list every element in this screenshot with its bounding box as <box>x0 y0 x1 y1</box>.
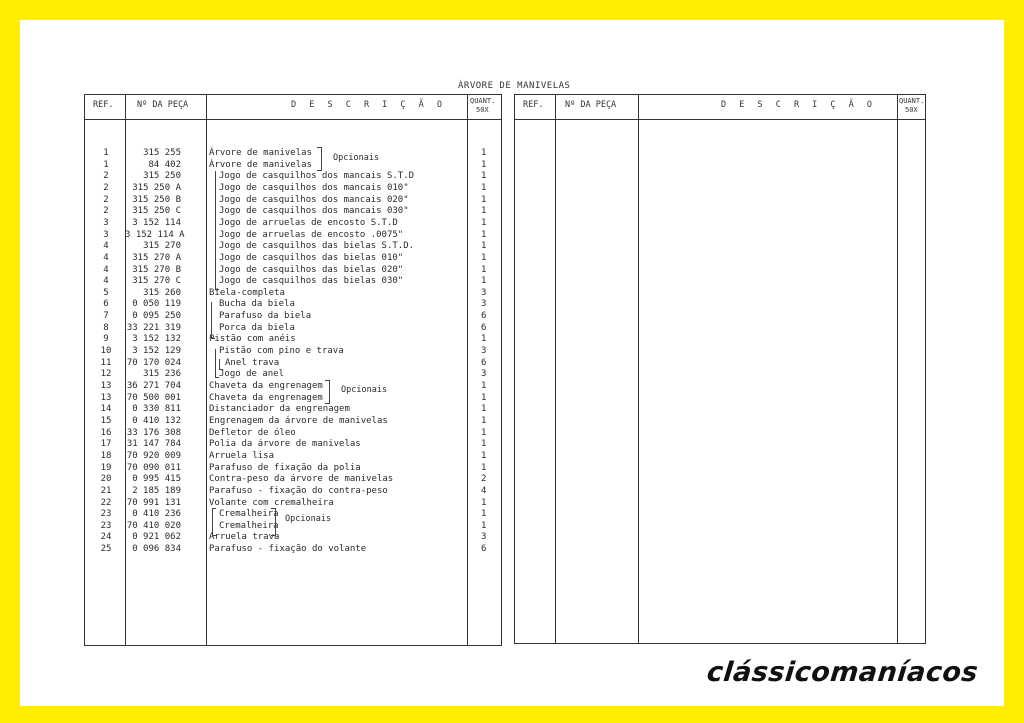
row-ref: 8 <box>103 322 109 333</box>
row-part-number: 70 500 001 <box>126 392 181 403</box>
row-quantity: 1 <box>481 241 487 252</box>
row-quantity: 1 <box>481 462 487 473</box>
table-row <box>85 473 503 485</box>
row-quantity: 1 <box>481 171 487 182</box>
row-quantity: 6 <box>481 322 487 333</box>
row-quantity: 3 <box>481 287 487 298</box>
bracket-optional-1 <box>317 147 322 171</box>
row-ref: 4 <box>103 264 109 275</box>
row-description: Arruela lisa <box>209 450 275 461</box>
table-row <box>85 217 503 229</box>
row-description: Cremalheira <box>219 509 279 520</box>
header-quantity-top: QUANT. <box>470 97 496 105</box>
row-ref: 18 <box>100 450 112 461</box>
row-quantity: 1 <box>481 509 487 520</box>
row-quantity: 3 <box>481 532 487 543</box>
row-description: Parafuso da biela <box>219 311 312 322</box>
row-description: Parafuso - fixação do contra-peso <box>209 485 388 496</box>
row-description: Contra-peso da árvore de manivelas <box>209 474 394 485</box>
row-description: Jogo de casquilhos dos mancais 030" <box>219 206 409 217</box>
row-description: Parafuso de fixação da polia <box>209 462 361 473</box>
row-part-number: 3 152 129 <box>132 346 181 357</box>
row-description: Chaveta da engrenagem <box>209 392 323 403</box>
row-quantity: 1 <box>481 334 487 345</box>
header-ref: REF. <box>523 100 544 110</box>
note-optional-1: Opcionais <box>333 153 380 163</box>
row-description: Engrenagem da árvore de manivelas <box>209 415 388 426</box>
row-ref: 3 <box>103 217 109 228</box>
row-part-number: 315 250 A <box>132 182 181 193</box>
row-quantity: 1 <box>481 194 487 205</box>
row-quantity: 1 <box>481 229 487 240</box>
row-part-number: 315 236 <box>143 369 181 380</box>
row-part-number: 0 050 119 <box>132 299 181 310</box>
table-row <box>85 240 503 252</box>
row-description: Jogo de arruelas de encosto .0075" <box>219 229 404 240</box>
row-quantity: 4 <box>481 485 487 496</box>
row-description: Pistão com pino e trava <box>219 346 344 357</box>
table-row <box>85 357 503 369</box>
row-description: Bucha da biela <box>219 299 295 310</box>
header-quantity-bottom: 50X <box>905 106 918 114</box>
row-description: Chaveta da engrenagem <box>209 381 323 391</box>
row-quantity: 1 <box>481 415 487 426</box>
row-description: Jogo de casquilhos dos mancais 020" <box>219 194 409 205</box>
row-ref: 4 <box>103 276 109 287</box>
row-description: Jogo de casquilhos das bielas 020" <box>219 264 404 275</box>
header-description: D E S C R I Ç Ã O <box>291 100 446 110</box>
row-ref: 7 <box>103 311 109 322</box>
row-part-number: 315 270 A <box>132 252 181 263</box>
row-part-number: 33 176 308 <box>126 427 181 438</box>
parts-table-right <box>514 94 926 644</box>
row-ref: 10 <box>100 346 112 357</box>
table-row <box>85 159 503 171</box>
row-ref: 5 <box>103 287 109 298</box>
row-part-number: 3 152 114 A <box>125 229 185 240</box>
row-ref: 24 <box>100 532 112 543</box>
table-row <box>85 392 503 404</box>
row-quantity: 3 <box>481 346 487 357</box>
row-quantity: 3 <box>481 369 487 380</box>
bracket-ring-gear-left <box>212 508 216 536</box>
header-quantity <box>899 97 924 115</box>
row-ref: 20 <box>100 474 112 485</box>
row-part-number: 70 090 011 <box>126 462 181 473</box>
row-part-number: 3 152 114 <box>132 217 181 228</box>
row-description: Jogo de casquilhos das bielas 010" <box>219 252 404 263</box>
row-description: Defletor de óleo <box>209 427 296 438</box>
table-row <box>85 345 503 357</box>
row-ref: 2 <box>103 171 109 182</box>
row-quantity: 6 <box>481 544 487 555</box>
table-row <box>85 415 503 427</box>
row-description: Árvore de manivelas <box>209 159 312 170</box>
bracket-optional-2 <box>325 380 330 404</box>
row-description: Jogo de arruelas de encosto S.T.D <box>219 217 398 228</box>
row-description: Biela-completa <box>209 287 285 298</box>
parts-table-left <box>84 94 502 646</box>
bracket-connecting-rod <box>211 302 215 339</box>
row-ref: 11 <box>100 357 112 368</box>
note-optional-3: Opcionais <box>285 514 332 524</box>
table-row <box>85 531 503 543</box>
table-row <box>85 485 503 497</box>
row-description: Polia da árvore de manivelas <box>209 439 361 450</box>
row-description: Anel trava <box>225 357 280 368</box>
row-quantity: 1 <box>481 520 487 531</box>
col-divider-part <box>638 95 639 643</box>
row-quantity: 1 <box>481 206 487 217</box>
row-quantity: 6 <box>481 311 487 322</box>
row-part-number: 0 096 834 <box>132 544 181 555</box>
table-row <box>85 368 503 380</box>
row-quantity: 1 <box>481 159 487 170</box>
row-part-number: 84 402 <box>148 159 181 170</box>
row-description: Parafuso - fixação do volante <box>209 544 367 555</box>
row-description: Porca da biela <box>219 322 295 333</box>
row-part-number: 70 410 020 <box>126 520 181 531</box>
row-ref: 17 <box>100 439 112 450</box>
row-description: Jogo de anel <box>219 369 285 380</box>
row-part-number: 3 152 132 <box>132 334 181 345</box>
row-part-number: 31 147 784 <box>126 439 181 450</box>
row-ref: 2 <box>103 194 109 205</box>
header-description: D E S C R I Ç Ã O <box>721 100 876 110</box>
table-row <box>85 275 503 287</box>
row-ref: 9 <box>103 334 109 345</box>
table-row <box>85 462 503 474</box>
row-part-number: 315 270 C <box>132 276 181 287</box>
row-ref: 19 <box>100 462 112 473</box>
document-title: ÁRVORE DE MANIVELAS <box>458 81 571 91</box>
row-part-number: 315 250 B <box>132 194 181 205</box>
table-row <box>85 287 503 299</box>
row-quantity: 1 <box>481 404 487 415</box>
row-part-number: 0 921 062 <box>132 532 181 543</box>
table-row <box>85 403 503 415</box>
row-part-number: 70 170 024 <box>126 357 181 368</box>
header-part-number: Nº DA PEÇA <box>137 100 189 110</box>
row-description: Jogo de casquilhos dos mancais 010" <box>219 182 409 193</box>
row-part-number: 33 221 319 <box>126 322 181 333</box>
header-part-number: Nº DA PEÇA <box>565 100 617 110</box>
col-divider-ref <box>555 95 556 643</box>
row-part-number: 2 185 189 <box>132 485 181 496</box>
row-ref: 15 <box>100 415 112 426</box>
row-quantity: 1 <box>481 392 487 403</box>
header-ref: REF. <box>93 100 114 110</box>
row-ref: 22 <box>100 497 112 508</box>
table-row <box>85 205 503 217</box>
row-part-number: 315 270 B <box>132 264 181 275</box>
row-part-number: 315 255 <box>143 148 181 158</box>
row-part-number: 315 250 C <box>132 206 181 217</box>
table-row <box>85 310 503 322</box>
row-ref: 23 <box>100 509 112 520</box>
row-ref: 3 <box>103 229 109 240</box>
row-ref: 25 <box>100 544 112 555</box>
table-row <box>85 252 503 264</box>
row-ref: 4 <box>103 252 109 263</box>
row-quantity: 1 <box>481 497 487 508</box>
table-row <box>85 322 503 334</box>
table-row <box>85 229 503 241</box>
row-quantity: 6 <box>481 357 487 368</box>
table-row <box>85 543 503 555</box>
table-row <box>85 147 503 159</box>
table-row <box>85 427 503 439</box>
header-quantity-bottom: 50X <box>476 106 489 114</box>
row-quantity: 2 <box>481 474 487 485</box>
row-quantity: 1 <box>481 427 487 438</box>
row-description: Arruela trava <box>209 532 280 543</box>
row-ref: 2 <box>103 182 109 193</box>
row-description: Volante com cremalheira <box>209 497 334 508</box>
bracket-ring <box>219 359 223 370</box>
row-description: Jogo de casquilhos das bielas S.T.D. <box>219 241 415 252</box>
row-description: Cremalheira <box>219 520 279 531</box>
row-part-number: 0 410 132 <box>132 415 181 426</box>
row-ref: 1 <box>103 148 109 158</box>
row-ref: 2 <box>103 206 109 217</box>
row-ref: 12 <box>100 369 112 380</box>
row-ref: 23 <box>100 520 112 531</box>
table-row <box>85 182 503 194</box>
row-part-number: 315 260 <box>143 287 181 298</box>
row-quantity: 1 <box>481 439 487 450</box>
row-part-number: 0 330 811 <box>132 404 181 415</box>
header-divider <box>515 119 925 120</box>
row-ref: 6 <box>103 299 109 310</box>
note-optional-2: Opcionais <box>341 385 388 395</box>
row-part-number: 315 270 <box>143 241 181 252</box>
row-part-number: 0 095 250 <box>132 311 181 322</box>
row-part-number: 315 250 <box>143 171 181 182</box>
row-ref: 13 <box>100 381 112 391</box>
table-row <box>85 333 503 345</box>
col-divider-desc <box>897 95 898 643</box>
row-part-number: 36 271 704 <box>126 381 181 391</box>
row-quantity: 1 <box>481 217 487 228</box>
table-row <box>85 497 503 509</box>
row-description: Árvore de manivelas <box>209 148 312 158</box>
table-row <box>85 438 503 450</box>
row-ref: 16 <box>100 427 112 438</box>
header-quantity <box>470 97 495 115</box>
table-row <box>85 380 503 392</box>
row-description: Jogo de casquilhos das bielas 030" <box>219 276 404 287</box>
row-part-number: 0 410 236 <box>132 509 181 520</box>
row-quantity: 1 <box>481 252 487 263</box>
row-quantity: 1 <box>481 381 487 391</box>
row-description: Distanciador da engrenagem <box>209 404 350 415</box>
header-divider <box>85 119 501 120</box>
row-quantity: 1 <box>481 182 487 193</box>
table-row <box>85 170 503 182</box>
row-part-number: 70 920 009 <box>126 450 181 461</box>
row-description: Pistão com anéis <box>209 334 296 345</box>
row-part-number: 70 991 131 <box>126 497 181 508</box>
row-ref: 14 <box>100 404 112 415</box>
header-quantity-top: QUANT. <box>899 97 925 105</box>
table-row <box>85 194 503 206</box>
row-quantity: 1 <box>481 276 487 287</box>
row-quantity: 1 <box>481 148 487 158</box>
row-description: Jogo de casquilhos dos mancais S.T.D <box>219 171 415 182</box>
row-quantity: 3 <box>481 299 487 310</box>
row-ref: 1 <box>103 159 109 170</box>
row-ref: 4 <box>103 241 109 252</box>
table-row <box>85 264 503 276</box>
row-ref: 13 <box>100 392 112 403</box>
table-row <box>85 450 503 462</box>
brand-logo: clássicomaníacos <box>705 657 980 688</box>
row-quantity: 1 <box>481 450 487 461</box>
table-row <box>85 298 503 310</box>
bracket-bearing-group <box>215 171 219 290</box>
bracket-optional-3 <box>271 508 276 536</box>
row-ref: 21 <box>100 485 112 496</box>
row-quantity: 1 <box>481 264 487 275</box>
row-part-number: 0 995 415 <box>132 474 181 485</box>
